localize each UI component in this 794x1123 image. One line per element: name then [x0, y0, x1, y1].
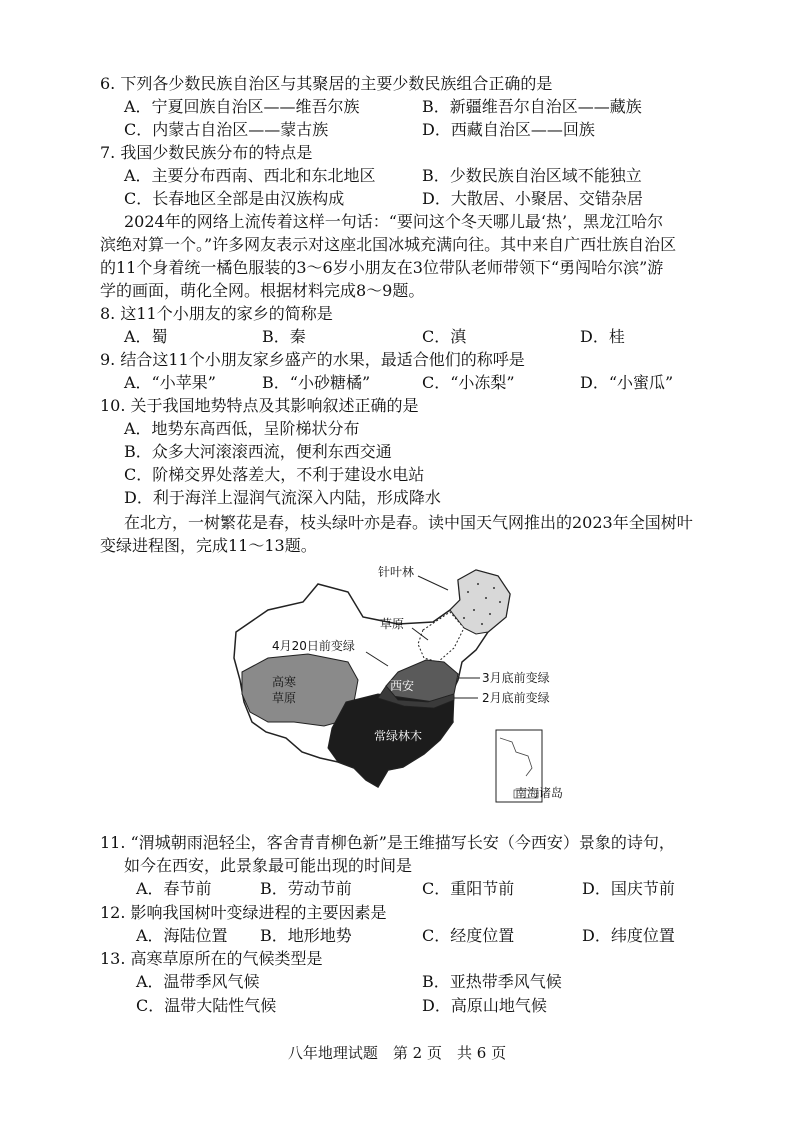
- q12-stem: 12. 影响我国树叶变绿进程的主要因素是: [100, 903, 387, 922]
- q9-option-d: D．“小蜜瓜”: [580, 373, 674, 392]
- q9-option-b: B．“小砂糖橘”: [262, 373, 371, 392]
- q10-option-a: A．地势东高西低，呈阶梯状分布: [124, 419, 360, 438]
- q8-option-c: C．滇: [422, 327, 467, 346]
- q8-option-d: D．桂: [580, 327, 625, 346]
- q6-option-a: A．宁夏回族自治区——维吾尔族: [124, 97, 360, 116]
- q11-option-c: C．重阳节前: [422, 879, 515, 898]
- q7-option-b: B．少数民族自治区域不能独立: [422, 166, 642, 185]
- label-alpine-1: 高寒: [272, 675, 297, 689]
- q10-option-b: B．众多大河滚滚西流，便利东西交通: [124, 442, 392, 461]
- q12-option-d: D．纬度位置: [582, 926, 675, 945]
- q11-option-d: D．国庆节前: [582, 879, 675, 898]
- q10-stem: 10. 关于我国地势特点及其影响叙述正确的是: [100, 396, 419, 415]
- q7-option-a: A．主要分布西南、西北和东北地区: [124, 166, 376, 185]
- label-xian: 西安: [390, 679, 415, 693]
- q13-option-c: C．温带大陆性气候: [136, 996, 277, 1015]
- leaf-greening-map: [228, 562, 568, 812]
- q12-option-c: C．经度位置: [422, 926, 515, 945]
- q6-stem: 6. 下列各少数民族自治区与其聚居的主要少数民族组合正确的是: [100, 74, 553, 93]
- material2-line-1: 在北方，一树繁花是春，枝头绿叶亦是春。读中国天气网推出的2023年全国树叶: [124, 513, 693, 532]
- label-apr20: 4月20日前变绿: [272, 639, 355, 653]
- q8-option-b: B．秦: [262, 327, 306, 346]
- material2-line-2: 变绿进程图，完成11～13题。: [100, 536, 317, 555]
- material1-line-3: 的11个身着统一橘色服装的3～6岁小朋友在3位带队老师带领下“勇闯哈尔滨”游: [100, 258, 664, 277]
- q12-option-a: A．海陆位置: [136, 926, 228, 945]
- q7-option-d: D．大散居、小聚居、交错杂居: [422, 189, 643, 208]
- q11-stem: 11. “渭城朝雨浥轻尘，客舍青青柳色新”是王维描写长安（今西安）景象的诗句，: [100, 833, 675, 852]
- inset-label: 南海诸岛: [515, 786, 564, 800]
- q6-option-d: D．西藏自治区——回族: [422, 120, 595, 139]
- q7-option-c: C．长春地区全部是由汉族构成: [124, 189, 345, 208]
- page-footer: 八年地理试题 第 2 页 共 6 页: [287, 1044, 507, 1062]
- q10-option-c: C．阶梯交界处落差大，不利于建设水电站: [124, 465, 425, 484]
- q9-stem: 9. 结合这11个小朋友家乡盛产的水果，最适合他们的称呼是: [100, 350, 525, 369]
- q9-option-c: C．“小冻梨”: [422, 373, 515, 392]
- material1-line-2: 滨绝对算一个。”许多网友表示对这座北国冰城充满向往。其中来自广西壮族自治区: [100, 235, 677, 254]
- label-conifer: 针叶林: [378, 565, 415, 579]
- q9-option-a: A．“小苹果”: [124, 373, 216, 392]
- q11-option-a: A．春节前: [136, 879, 212, 898]
- label-evergreen: 常绿林木: [374, 729, 423, 743]
- q8-stem: 8. 这11个小朋友的家乡的简称是: [100, 304, 333, 323]
- q11-stem-2: 如今在西安，此景象最可能出现的时间是: [124, 856, 413, 875]
- pointer-conifer: [418, 576, 448, 590]
- q7-stem: 7. 我国少数民族分布的特点是: [100, 143, 313, 162]
- q6-option-c: C．内蒙古自治区——蒙古族: [124, 120, 329, 139]
- q11-option-b: B．劳动节前: [260, 879, 352, 898]
- q13-stem: 13. 高寒草原所在的气候类型是: [100, 949, 323, 968]
- material1-line-4: 学的画面，萌化全网。根据材料完成8～9题。: [100, 281, 425, 300]
- map-svg: [228, 562, 568, 812]
- label-feb: 2月底前变绿: [482, 691, 550, 705]
- q13-option-a: A．温带季风气候: [136, 972, 260, 991]
- q8-option-a: A．蜀: [124, 327, 168, 346]
- label-grassland: 草原: [380, 617, 405, 631]
- label-march: 3月底前变绿: [482, 671, 550, 685]
- label-alpine-2: 草原: [272, 691, 297, 705]
- q10-option-d: D．利于海洋上湿润气流深入内陆，形成降水: [124, 488, 441, 507]
- q12-option-b: B．地形地势: [260, 926, 352, 945]
- q13-option-d: D．高原山地气候: [422, 996, 547, 1015]
- q6-option-b: B．新疆维吾尔自治区——藏族: [422, 97, 642, 116]
- q13-option-b: B．亚热带季风气候: [422, 972, 562, 991]
- material1-line-1: 2024年的网络上流传着这样一句话：“要问这个冬天哪儿最‘热’，黑龙江哈尔: [124, 212, 664, 231]
